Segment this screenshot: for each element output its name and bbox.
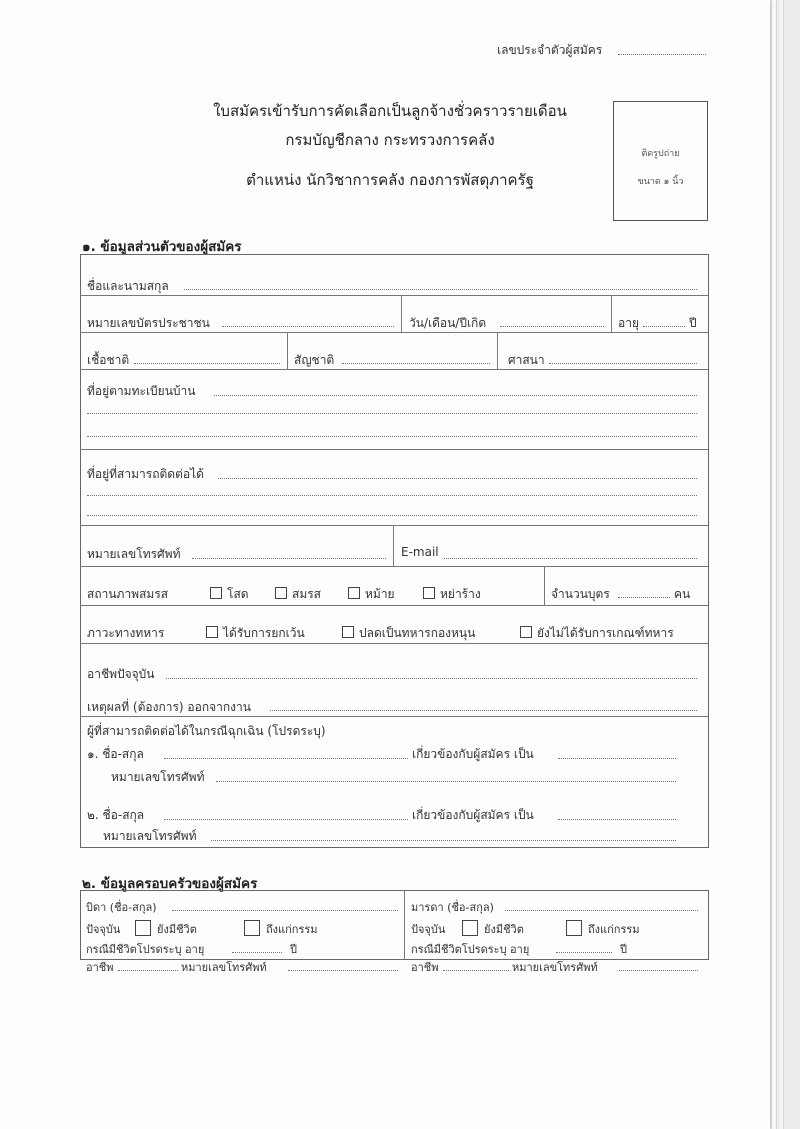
children-unit: คน bbox=[674, 587, 691, 601]
form-title: ใบสมัครเข้ารับการคัดเลือกเป็นลูกจ้างชั่วคราวรายเดือน bbox=[213, 102, 567, 120]
position-title: ตำแหน่ง นักวิชาการคลัง กองการพัสดุภาครัฐ bbox=[246, 171, 534, 189]
mother-status-label: ปัจจุบัน bbox=[411, 923, 446, 936]
emergency1-relation-label: เกี่ยวข้องกับผู้สมัคร เป็น bbox=[412, 747, 534, 761]
father-name-field[interactable] bbox=[172, 910, 398, 911]
children-field[interactable] bbox=[618, 597, 670, 598]
id-card-label: หมายเลขบัตรประชาชน bbox=[87, 316, 210, 330]
birth-date-field[interactable] bbox=[500, 326, 604, 327]
birth-date-label: วัน/เดือน/ปีเกิด bbox=[409, 316, 487, 330]
religion-field[interactable] bbox=[549, 363, 697, 364]
page-edge bbox=[780, 0, 784, 1129]
section1-heading: ๑. ข้อมูลส่วนตัวของผู้สมัคร bbox=[82, 239, 242, 255]
mother-occupation-field[interactable] bbox=[443, 970, 509, 971]
military-exempt-checkbox[interactable]: ได้รับการยกเว้น bbox=[206, 624, 305, 643]
contact-address-line2[interactable] bbox=[87, 495, 697, 496]
checkbox-icon bbox=[462, 920, 478, 936]
current-occupation-field[interactable] bbox=[166, 678, 697, 679]
emergency2-relation-label: เกี่ยวข้องกับผู้สมัคร เป็น bbox=[412, 808, 534, 822]
father-alive-checkbox[interactable]: ยังมีชีวิต bbox=[135, 920, 197, 938]
photo-box bbox=[613, 101, 708, 221]
applicant-id-label: เลขประจำตัวผู้สมัคร bbox=[497, 43, 603, 57]
current-occupation-label: อาชีพปัจจุบัน bbox=[87, 667, 155, 681]
mother-name-field[interactable] bbox=[505, 910, 698, 911]
mother-alive-checkbox[interactable]: ยังมีชีวิต bbox=[462, 920, 524, 938]
father-phone-field[interactable] bbox=[288, 970, 398, 971]
contact-address-line3[interactable] bbox=[87, 515, 697, 516]
checkbox-icon bbox=[423, 587, 435, 599]
full-name-label: ชื่อและนามสกุล bbox=[87, 279, 169, 293]
emergency1-name-label: ๑. ชื่อ-สกุล bbox=[87, 747, 144, 761]
full-name-field[interactable] bbox=[184, 289, 697, 290]
checkbox-icon bbox=[135, 920, 151, 936]
leave-reason-field[interactable] bbox=[270, 710, 697, 711]
age-label: อายุ bbox=[618, 316, 639, 330]
checkbox-icon bbox=[566, 920, 582, 936]
mother-phone-field[interactable] bbox=[619, 970, 698, 971]
mother-name-label: มารดา (ชื่อ-สกุล) bbox=[411, 901, 494, 914]
age-field[interactable] bbox=[643, 326, 685, 327]
checkbox-icon bbox=[210, 587, 222, 599]
father-occupation-field[interactable] bbox=[118, 970, 178, 971]
checkbox-icon bbox=[206, 626, 218, 638]
checkbox-icon bbox=[275, 587, 287, 599]
father-status-label: ปัจจุบัน bbox=[86, 923, 121, 936]
children-label: จำนวนบุตร bbox=[551, 587, 610, 601]
contact-address-label: ที่อยู่ที่สามารถติดต่อได้ bbox=[87, 467, 204, 481]
registered-address-field[interactable] bbox=[214, 395, 697, 396]
checkbox-icon bbox=[342, 626, 354, 638]
emergency1-relation-field[interactable] bbox=[558, 758, 676, 759]
nationality-field[interactable] bbox=[342, 363, 490, 364]
military-reserve-checkbox[interactable]: ปลดเป็นทหารกองหนุน bbox=[342, 624, 475, 643]
father-deceased-checkbox[interactable]: ถึงแก่กรรม bbox=[244, 920, 318, 938]
mother-phone-label: หมายเลขโทรศัพท์ bbox=[512, 961, 598, 974]
photo-label: ติดรูปถ่าย bbox=[641, 149, 680, 159]
page-edge bbox=[772, 0, 777, 1129]
registered-address-line2[interactable] bbox=[87, 413, 697, 414]
leave-reason-label: เหตุผลที่ (ต้องการ) ออกจากงาน bbox=[87, 700, 251, 714]
father-age-field[interactable] bbox=[232, 952, 282, 953]
marital-widowed-checkbox[interactable]: หม้าย bbox=[348, 585, 395, 604]
emergency1-phone-label: หมายเลขโทรศัพท์ bbox=[111, 770, 205, 784]
religion-label: ศาสนา bbox=[508, 353, 545, 367]
emergency2-phone-label: หมายเลขโทรศัพท์ bbox=[103, 829, 197, 843]
id-card-field[interactable] bbox=[222, 326, 394, 327]
father-age-unit: ปี bbox=[290, 943, 297, 956]
military-not-drafted-checkbox[interactable]: ยังไม่ได้รับการเกณฑ์ทหาร bbox=[520, 624, 674, 643]
registered-address-label: ที่อยู่ตามทะเบียนบ้าน bbox=[87, 384, 196, 398]
checkbox-icon bbox=[348, 587, 360, 599]
applicant-id-field[interactable] bbox=[618, 54, 706, 55]
phone-label: หมายเลขโทรศัพท์ bbox=[87, 547, 181, 561]
age-unit: ปี bbox=[689, 316, 697, 330]
father-phone-label: หมายเลขโทรศัพท์ bbox=[181, 961, 267, 974]
mother-occupation-label: อาชีพ bbox=[411, 961, 439, 974]
contact-address-field[interactable] bbox=[218, 478, 697, 479]
checkbox-icon bbox=[244, 920, 260, 936]
mother-age-label: กรณีมีชีวิตโปรดระบุ อายุ bbox=[411, 943, 530, 956]
father-name-label: บิดา (ชื่อ-สกุล) bbox=[86, 901, 157, 914]
emergency-heading: ผู้ที่สามารถติดต่อได้ในกรณีฉุกเฉิน (โปรดระบุ) bbox=[87, 724, 326, 738]
emergency1-phone-field[interactable] bbox=[216, 781, 676, 782]
emergency2-phone-field[interactable] bbox=[211, 840, 676, 841]
emergency2-relation-field[interactable] bbox=[558, 819, 676, 820]
ethnicity-label: เชื้อชาติ bbox=[87, 353, 130, 367]
ethnicity-field[interactable] bbox=[134, 363, 280, 364]
marital-status-label: สถานภาพสมรส bbox=[87, 587, 169, 601]
section2-heading: ๒. ข้อมูลครอบครัวของผู้สมัคร bbox=[82, 876, 258, 892]
military-label: ภาวะทางทหาร bbox=[87, 626, 165, 640]
marital-married-checkbox[interactable]: สมรส bbox=[275, 585, 321, 604]
phone-field[interactable] bbox=[192, 558, 386, 559]
photo-size-label: ขนาด ๑ นิ้ว bbox=[637, 177, 684, 187]
mother-deceased-checkbox[interactable]: ถึงแก่กรรม bbox=[566, 920, 640, 938]
emergency1-name-field[interactable] bbox=[164, 758, 408, 759]
emergency2-name-field[interactable] bbox=[164, 819, 408, 820]
registered-address-line3[interactable] bbox=[87, 436, 697, 437]
email-label: E-mail bbox=[401, 545, 439, 559]
checkbox-icon bbox=[520, 626, 532, 638]
marital-divorced-checkbox[interactable]: หย่าร้าง bbox=[423, 585, 481, 604]
marital-single-checkbox[interactable]: โสด bbox=[210, 585, 249, 604]
email-field[interactable] bbox=[444, 558, 697, 559]
father-age-label: กรณีมีชีวิตโปรดระบุ อายุ bbox=[86, 943, 205, 956]
mother-age-field[interactable] bbox=[556, 952, 612, 953]
emergency2-name-label: ๒. ชื่อ-สกุล bbox=[87, 808, 145, 822]
father-occupation-label: อาชีพ bbox=[86, 961, 114, 974]
mother-age-unit: ปี bbox=[620, 943, 627, 956]
nationality-label: สัญชาติ bbox=[294, 353, 335, 367]
form-subtitle: กรมบัญชีกลาง กระทรวงการคลัง bbox=[285, 131, 495, 149]
